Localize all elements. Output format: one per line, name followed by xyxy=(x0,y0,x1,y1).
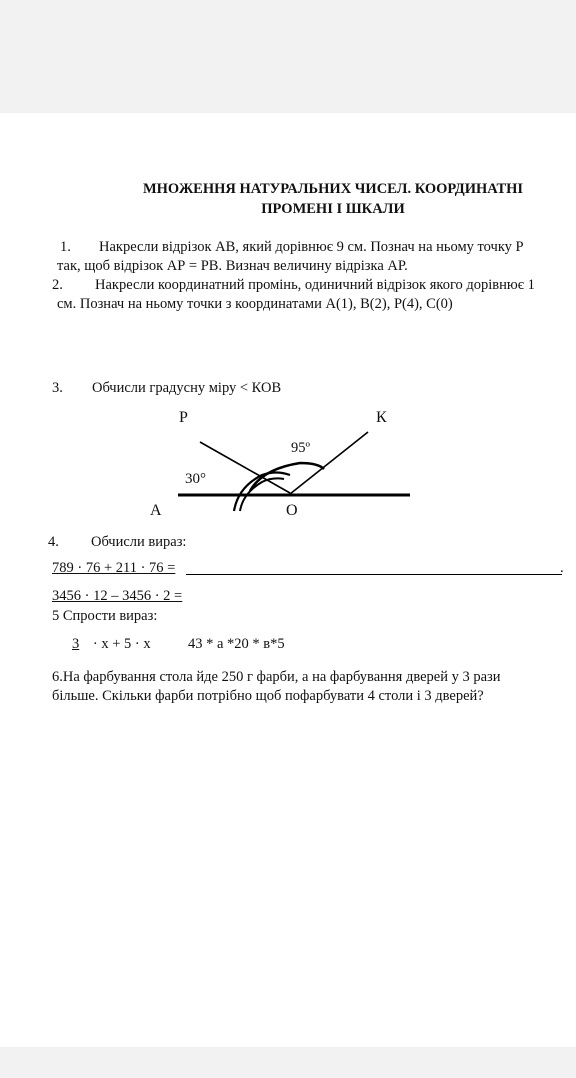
title-line-2: ПРОМЕНІ І ШКАЛИ xyxy=(261,201,405,217)
task6-line2: більше. Скільки фарби потрібно щоб пофарбувати 4 столи і 3 дверей? xyxy=(52,688,484,704)
label-k: К xyxy=(376,409,387,426)
task5-expr-a xyxy=(72,635,151,654)
arc-95 xyxy=(250,463,324,491)
task4-expr1: 789 · 76 + 211 · 76 = xyxy=(52,560,176,576)
worksheet-page xyxy=(0,113,576,1047)
title-line-1: МНОЖЕННЯ НАТУРАЛЬНИХ ЧИСЕЛ. КООРДИНАТНІ xyxy=(142,181,524,197)
task3-number: 3. xyxy=(52,380,63,396)
task4-expr2: 3456 · 12 – 3456 · 2 = xyxy=(52,588,183,604)
label-angle-95: 95º xyxy=(291,440,310,456)
label-o: О xyxy=(286,502,298,519)
task3-text: Обчисли градусну міру < КОВ xyxy=(92,380,282,396)
label-p: Р xyxy=(179,409,188,426)
label-angle-30: 30° xyxy=(185,471,206,487)
task2-line2: см. Познач на ньому точки з координатами А(1), В(2), Р(4), С(0) xyxy=(57,296,453,312)
task1-number: 1. xyxy=(60,239,71,255)
task4-text: Обчисли вираз: xyxy=(91,534,187,550)
angle-figure xyxy=(0,113,576,533)
task2-number: 2. xyxy=(52,277,63,293)
label-a: А xyxy=(150,502,162,519)
task5-expr-b: 43 * а *20 * в*5 xyxy=(188,636,285,652)
task4-expr1-end: . xyxy=(560,560,564,576)
task5-expr-a-numerator: 3 xyxy=(72,636,80,652)
task4-number: 4. xyxy=(48,534,59,550)
task1-line1: Накресли відрізок АВ, який дорівнює 9 см. Познач на ньому точку Р xyxy=(99,239,524,255)
task6-line1: 6.На фарбування стола йде 250 г фарби, а на фарбування дверей у 3 рази xyxy=(52,669,501,685)
task5-text: 5 Спрости вираз: xyxy=(52,608,158,624)
ray-op xyxy=(200,442,290,493)
task5-expr-a-rest: · х + 5 · х xyxy=(89,636,151,652)
task1-line2: так, щоб відрізок АР = РВ. Визнач величину відрізка АР. xyxy=(57,258,408,274)
task2-line1: Накресли координатний промінь, одиничний відрізок якого дорівнює 1 xyxy=(95,277,535,293)
task4-answer-line xyxy=(186,574,562,575)
